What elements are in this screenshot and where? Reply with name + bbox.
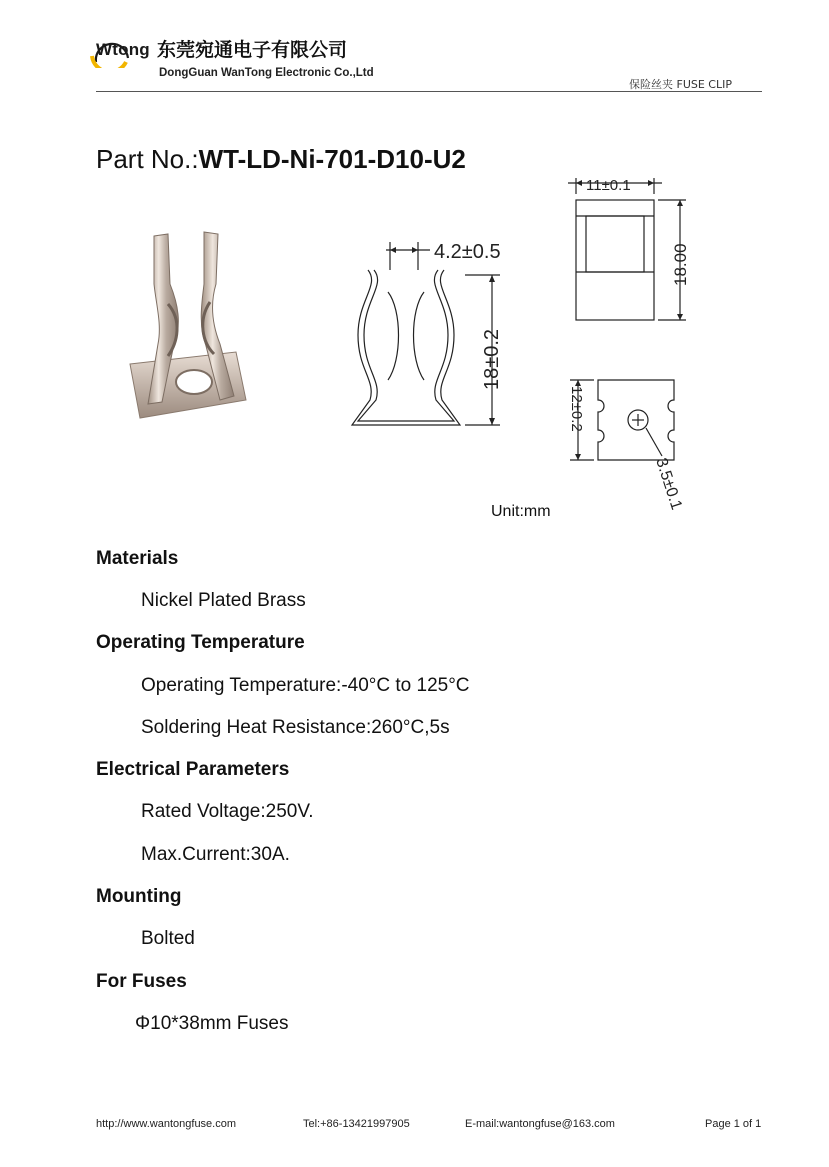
- footer-page-number: Page 1 of 1: [705, 1118, 762, 1130]
- dim-width-label: 4.2±0.5: [434, 241, 501, 263]
- dim-height-label: 18±0.2: [481, 328, 503, 390]
- mounting-value: Bolted: [141, 928, 195, 949]
- footer-telephone: Tel:+86-13421997905: [303, 1118, 410, 1130]
- header-divider: [96, 91, 762, 92]
- footer-email[interactable]: E-mail:wantongfuse@163.com: [465, 1118, 615, 1130]
- dim-top-height-label: 18.00: [671, 243, 690, 286]
- part-number: WT-LD-Ni-701-D10-U2: [198, 144, 466, 174]
- bottom-view-drawing: [560, 360, 700, 530]
- logo-wordmark: Wtong: [96, 40, 150, 59]
- operating-temperature-value: Operating Temperature:-40°C to 125°C: [141, 675, 470, 696]
- footer-website[interactable]: http://www.wantongfuse.com: [96, 1118, 237, 1130]
- max-current-value: Max.Current:30A.: [141, 844, 290, 865]
- materials-value: Nickel Plated Brass: [141, 590, 306, 611]
- unit-label: Unit:mm: [491, 503, 551, 520]
- company-name-chinese: 东莞宛通电子有限公司: [157, 39, 348, 61]
- part-number-prefix: Part No.:: [96, 144, 199, 174]
- soldering-heat-resistance-value: Soldering Heat Resistance:260°C,5s: [141, 717, 450, 738]
- top-view-drawing: [560, 168, 700, 328]
- section-heading-operating-temperature: Operating Temperature: [96, 632, 305, 653]
- rated-voltage-value: Rated Voltage:250V.: [141, 801, 314, 822]
- fuse-size-value: Φ10*38mm Fuses: [135, 1013, 289, 1034]
- product-photo: [118, 224, 258, 430]
- dim-top-width-label: 11±0.1: [586, 177, 631, 194]
- side-view-drawing: [330, 230, 540, 445]
- part-number-title: [96, 144, 466, 175]
- section-heading-mounting: Mounting: [96, 886, 182, 907]
- section-heading-electrical-parameters: Electrical Parameters: [96, 759, 290, 780]
- document-type: 保险丝夹 FUSE CLIP: [629, 78, 732, 91]
- section-heading-for-fuses: For Fuses: [96, 971, 187, 992]
- company-name-english: DongGuan WanTong Electronic Co.,Ltd: [159, 67, 374, 79]
- section-heading-materials: Materials: [96, 548, 179, 569]
- dim-base-height-label: 12±0.2: [568, 386, 585, 432]
- dim-hole-label: 3.5±0.1: [652, 455, 685, 512]
